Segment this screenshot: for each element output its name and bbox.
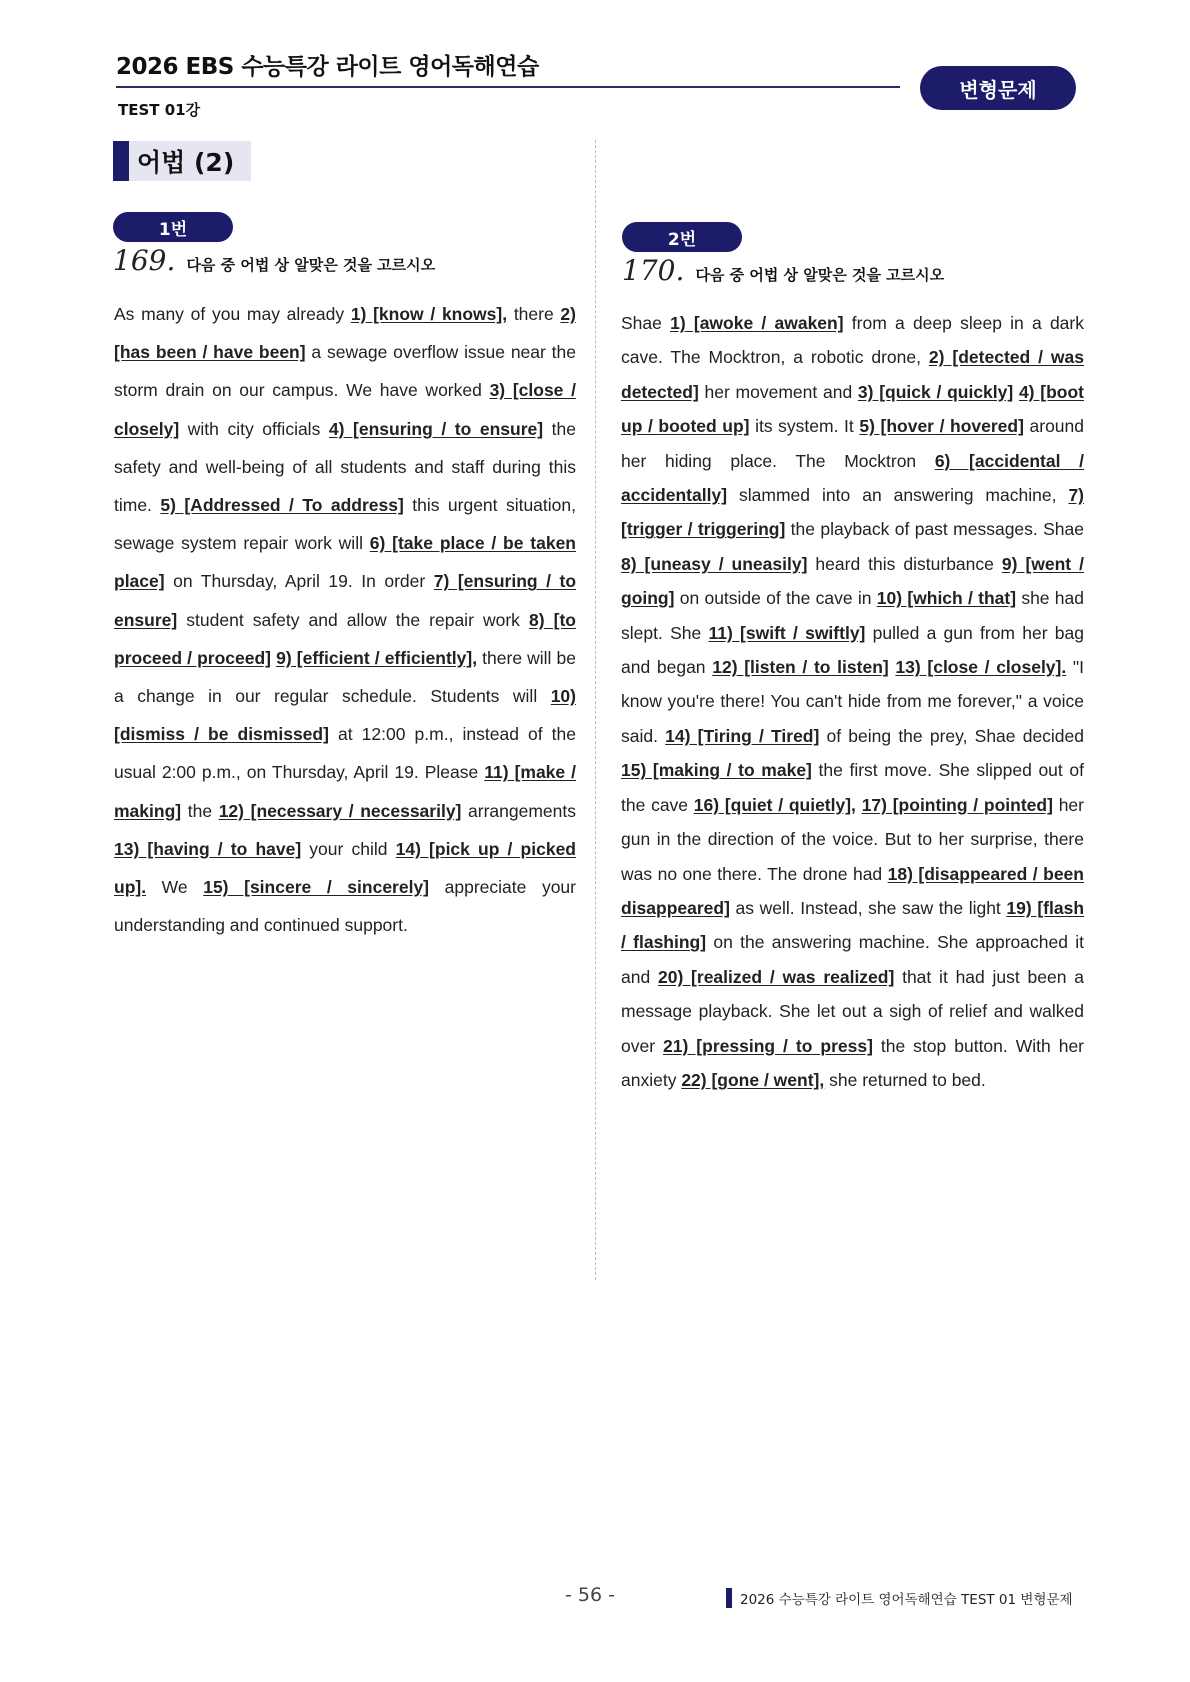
answer-choice: 10) [which / that] — [876, 588, 1017, 609]
header-rule — [116, 86, 900, 88]
question-passage-2: Shae 1) [awoke / awaken] from a deep sleep in a dark cave. The Mocktron, a robotic drone, 2) [detected / was detected] her movement and 3) [quick / quickly] 4) [boot up / booted up] its system. It 5) [hover / hovered] around her hiding place. The Mocktron 6) [accidental / accidentally] slammed into an answering machine, 7) [trigger / triggering] the playback of past messages. Shae 8) [uneasy / uneasily] heard this disturbance 9) [went / going] on outside of the cave in 10) [which / that] she had slept. She 11) [swift / swiftly] pulled a gun from her bag and began 12) [listen / to listen] 13) [close / closely]. "I know you're there! You can't hide from me forever," a voice said. 14) [Tiring / Tired] of being the prey, Shae decided 15) [making / to make] the first move. She slipped out of the cave 16) [quiet / quietly], 17) [pointing / pointed] her gun in the direction of the voice. But to her surprise, there was no one there. The drone had 18) [disappeared / been disappeared] as well. Instead, she saw the light 19) [flash / flashing] on the answering machine. She approached it and 20) [realized / was realized] that it had just been a message playback. She let out a sigh of relief and walked over 21) [pressing / to press] the stop button. With her anxiety 22) [gone / went], she returned to bed. — [621, 313, 1085, 1090]
answer-choice: 4) [boot up / booted up] — [621, 381, 1084, 437]
question-badge-2: 2번 — [622, 222, 742, 252]
question-badge-1: 1번 — [113, 212, 233, 242]
test-label: TEST 01강 — [118, 101, 201, 119]
answer-choice: 8) [to proceed / proceed] — [114, 609, 576, 668]
answer-choice: 7) [trigger / triggering] — [621, 485, 1084, 540]
answer-choice: 11) [make / making] — [114, 762, 577, 821]
answer-choice: 7) [ensuring / to ensure] — [114, 571, 577, 630]
question-header-2 — [622, 254, 944, 287]
question-number-1: 169. — [113, 244, 176, 277]
footer-text: 2026 수능특강 라이트 영어독해연습 TEST 01 변형문제 — [740, 1592, 1073, 1608]
answer-choice: 13) [having / to have] — [114, 838, 302, 859]
answer-choice: 16) [quiet / quietly], — [693, 794, 856, 815]
answer-choice: 4) [ensuring / to ensure] — [328, 418, 544, 439]
answer-choice: 3) [quick / quickly] — [857, 381, 1014, 402]
page-number: - 56 - — [565, 1584, 615, 1606]
answer-choice: 5) [hover / hovered] — [859, 416, 1024, 437]
question-instruction-2: 다음 중 어법 상 알맞은 것을 고르시오 — [695, 266, 945, 284]
section-heading — [113, 141, 251, 181]
document-title: 2026 EBS 수능특강 라이트 영어독해연습 — [116, 54, 539, 80]
answer-choice: 2) [detected / was detected] — [621, 347, 1084, 402]
answer-choice: 5) [Addressed / To address] — [160, 495, 404, 516]
answer-choice: 13) [close / closely]. — [895, 657, 1067, 678]
answer-choice: 14) [Tiring / Tired] — [665, 725, 820, 746]
question-instruction-1: 다음 중 어법 상 알맞은 것을 고르시오 — [186, 256, 436, 274]
variant-badge: 변형문제 — [920, 66, 1076, 110]
footer-bar — [726, 1588, 732, 1608]
answer-choice: 3) [close / closely] — [114, 380, 576, 439]
question-passage-1: As many of you may already 1) [know / knows], there 2) [has been / have been] a sewage overflow issue near the storm drain on our campus. We have worked 3) [close / closely] with city officials 4) [ensuring / to ensure] the safety and well-being of all students and staff during this time. 5) [Addressed / To address] this urgent situation, sewage system repair work will 6) [take place / be taken place] on Thursday, April 19. In order 7) [ensuring / to ensure] student safety and allow the repair work 8) [to proceed / proceed] 9) [efficient / efficiently], there will be a change in our regular schedule. Students will 10) [dismiss / be dismissed] at 12:00 p.m., instead of the usual 2:00 p.m., on Thursday, April 19. Please 11) [make / making] the 12) [necessary / necessarily] arrangements 13) [having / to have] your child 14) [pick up / picked up]. We 15) [sincere / sincerely] appreciate your understanding and continued support. — [114, 304, 577, 936]
answer-choice: 19) [flash / flashing] — [621, 897, 1085, 953]
answer-choice: 21) [pressing / to press] — [663, 1035, 873, 1056]
answer-choice: 2) [has been / have been] — [114, 304, 576, 363]
answer-choice: 9) [efficient / efficiently], — [276, 647, 478, 668]
answer-choice: 15) [sincere / sincerely] — [203, 877, 430, 898]
answer-choice: 6) [take place / be taken place] — [114, 533, 576, 592]
question-header-1 — [113, 244, 435, 277]
answer-choice: 17) [pointing / pointed] — [861, 794, 1053, 815]
answer-choice: 12) [necessary / necessarily] — [218, 800, 462, 821]
answer-choice: 12) [listen / to listen] — [712, 657, 889, 678]
answer-choice: 20) [realized / was realized] — [657, 966, 895, 987]
answer-choice: 9) [went / going] — [621, 553, 1084, 609]
answer-choice: 22) [gone / went], — [681, 1069, 825, 1090]
column-divider — [595, 140, 596, 1280]
answer-choice: 1) [know / knows], — [350, 304, 508, 324]
answer-choice: 10) [dismiss / be dismissed] — [114, 686, 576, 745]
answer-choice: 18) [disappeared / been disappeared] — [621, 863, 1084, 918]
answer-choice: 6) [accidental / accidentally] — [621, 450, 1084, 506]
answer-choice: 8) [uneasy / uneasily] — [621, 553, 808, 574]
answer-choice: 14) [pick up / picked up]. — [114, 838, 576, 898]
question-number-2: 170. — [622, 254, 685, 287]
answer-choice: 11) [swift / swiftly] — [708, 622, 866, 643]
section-heading-bar — [113, 141, 129, 181]
section-heading-text: 어법 (2) — [137, 148, 235, 177]
answer-choice: 15) [making / to make] — [621, 760, 812, 781]
answer-choice: 1) [awoke / awaken] — [670, 313, 844, 333]
footer-label — [726, 1588, 1073, 1608]
